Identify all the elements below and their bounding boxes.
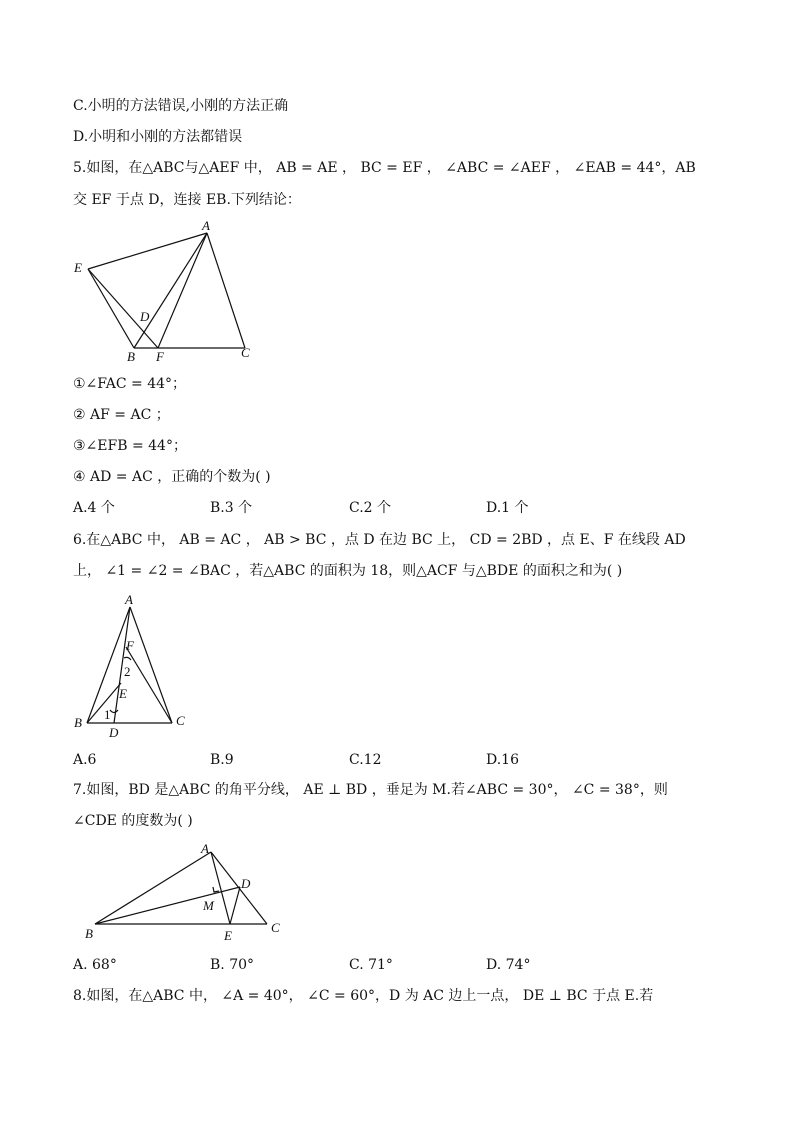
q5-option-d: D.1 个	[486, 500, 529, 516]
q7-seg-AE	[211, 852, 230, 924]
q5-seg-AC	[207, 233, 245, 348]
q7-stem-line1: 7.如图，BD 是△ABC 的角平分线， AE ⊥ BD ，垂足为 M.若∠ABC = 30°， ∠C = 38°，则	[73, 782, 668, 798]
q7-options	[73, 955, 693, 975]
q7-label-D: D	[241, 876, 251, 891]
q6-label-2: 2	[124, 664, 131, 679]
q7-option-a: A. 68°	[73, 957, 117, 973]
q8-stem-line1: 8.如图，在△ABC 中， ∠A = 40°， ∠C = 60°，D 为 AC 边上一点， DE ⊥ BC 于点 E.若	[73, 988, 654, 1004]
q5-label-A: A	[202, 220, 210, 233]
q7-figure	[80, 838, 310, 948]
q5-label-E: E	[74, 260, 82, 275]
q5-label-D: D	[140, 309, 150, 324]
q5-options	[73, 498, 693, 518]
prev-option-d: D.小明和小刚的方法都错误	[73, 129, 243, 145]
q7-label-E: E	[224, 928, 232, 943]
q5-option-a: A.4 个	[73, 500, 115, 516]
q6-stem-line2: 上， ∠1 = ∠2 = ∠BAC ，若△ABC 的面积为 18，则△ACF 与△BDE 的面积之和为( )	[73, 563, 623, 579]
q6-option-b: B.9	[210, 752, 234, 768]
q5-stem-line2: 交 EF 于点 D，连接 EB.下列结论：	[73, 192, 301, 208]
q7-label-M: M	[203, 898, 214, 913]
q6-angle-1-arc	[110, 710, 118, 713]
q7-stem-line2: ∠CDE 的度数为( )	[73, 813, 193, 829]
q5-seg-EA	[88, 233, 207, 269]
q7-label-C: C	[271, 920, 280, 935]
q6-label-D: D	[109, 725, 119, 740]
q5-label-F: F	[156, 349, 164, 364]
q5-label-C: C	[241, 345, 250, 360]
q5-conclusion-1: ①∠FAC = 44°；	[73, 376, 187, 392]
q5-option-c: C.2 个	[349, 500, 392, 516]
q5-option-b: B.3 个	[210, 500, 253, 516]
q6-option-a: A.6	[73, 752, 97, 768]
q7-label-B: B	[85, 926, 93, 941]
q6-stem-line1: 6.在△ABC 中， AB = AC ， AB > BC ，点 D 在边 BC 上， CD = 2BD ，点 E、F 在线段 AD	[73, 532, 686, 548]
prev-option-c: C.小明的方法错误,小刚的方法正确	[73, 98, 289, 114]
q5-figure	[70, 220, 270, 365]
q5-seg-AB	[134, 233, 207, 348]
q6-option-c: C.12	[349, 752, 382, 768]
q5-stem-line1: 5.如图，在△ABC与△AEF 中， AB = AE ， BC = EF ， ∠ABC = ∠AEF ， ∠EAB = 44°，AB	[73, 160, 696, 176]
q6-option-d: D.16	[486, 752, 519, 768]
q7-option-d: D. 74°	[486, 957, 531, 973]
q7-option-c: C. 71°	[349, 957, 393, 973]
q5-conclusion-4: ④ AD = AC ，正确的个数为( )	[73, 469, 271, 485]
q6-label-A: A	[125, 592, 133, 607]
q6-label-C: C	[176, 713, 185, 728]
q6-label-E: E	[119, 686, 127, 701]
q5-label-B: B	[127, 349, 135, 364]
q6-label-B: B	[74, 715, 82, 730]
q7-option-b: B. 70°	[210, 957, 255, 973]
q6-label-1: 1	[104, 707, 111, 722]
q6-options	[73, 750, 693, 770]
q5-seg-EB	[88, 269, 134, 348]
q6-label-F: F	[126, 638, 134, 653]
q7-seg-AC	[211, 852, 267, 924]
q7-seg-DE	[230, 887, 240, 924]
q7-label-A: A	[201, 841, 209, 856]
q6-angle-2-arc	[124, 657, 131, 660]
q5-seg-AF	[158, 233, 207, 348]
q6-figure	[70, 590, 200, 740]
q7-right-angle-mark	[213, 887, 219, 892]
q5-conclusion-2: ② AF = AC ；	[73, 407, 170, 423]
q5-conclusion-3: ③∠EFB = 44°；	[73, 438, 187, 454]
q7-seg-AB	[95, 852, 211, 924]
q7-seg-BD	[95, 887, 240, 924]
